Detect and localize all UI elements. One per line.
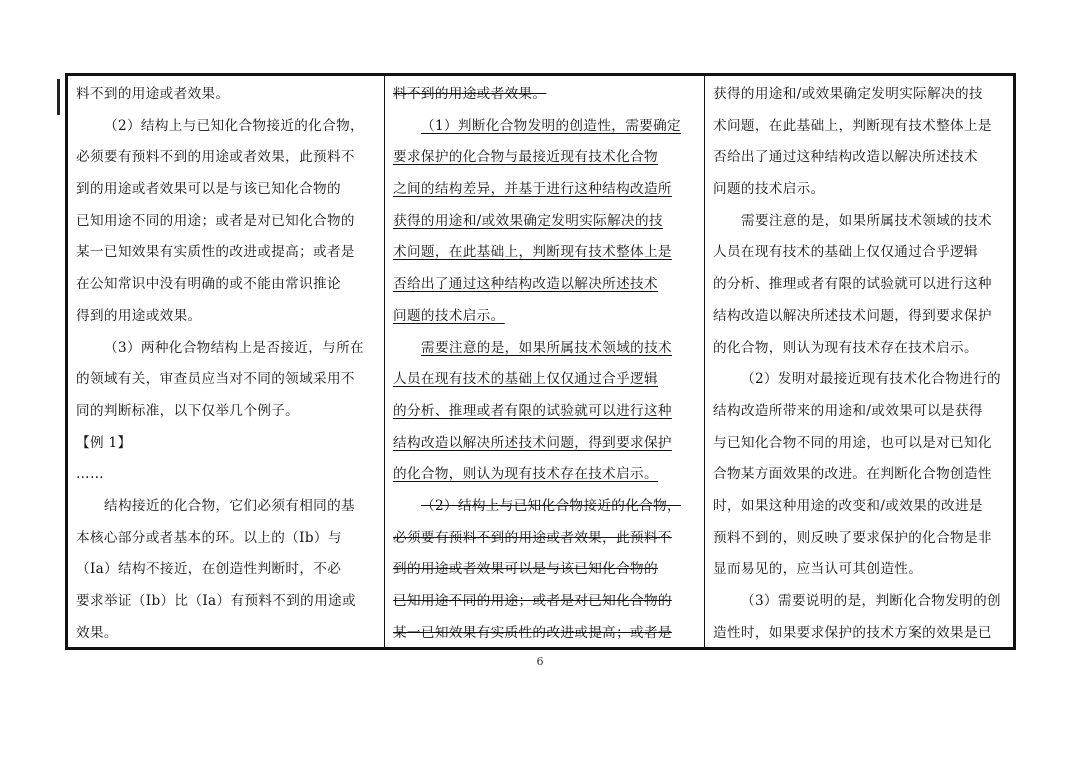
text-line (393, 618, 698, 647)
inserted-text: 的化合物，则认为现有技术存在技术启示。 (393, 466, 658, 483)
text-line (393, 554, 698, 586)
text-line (393, 174, 698, 206)
text-line (76, 396, 378, 428)
text-line (713, 586, 1007, 618)
text-line (76, 269, 378, 301)
deleted-text: 已知用途不同的用途；或者是对已知化合物的 (393, 593, 672, 609)
text-line (393, 364, 698, 396)
text-line (713, 111, 1007, 143)
text-line (713, 491, 1007, 523)
inserted-text: （1）判断化合物发明的创造性，需要确定 (421, 117, 681, 134)
line-text: 获得的用途和/或效果确定发明实际解决的技 (713, 86, 983, 102)
column-revision-markup (384, 76, 704, 647)
inserted-text: 结构改造以解决所述技术问题，得到要求保护 (393, 434, 672, 451)
text-line (76, 79, 378, 111)
line-text: 效果。 (76, 624, 118, 641)
line-text: 预料不到的，则反映了要求保护的化合物是非 (713, 529, 992, 546)
line-text: 问题的技术启示。 (713, 181, 825, 198)
text-line (713, 459, 1007, 491)
line-text: （2）结构上与已知化合物接近的化合物， (104, 117, 364, 134)
text-line (76, 618, 378, 647)
inserted-text: 术问题，在此基础上，判断现有技术整体上是 (393, 244, 672, 261)
column-revised-text (704, 76, 1013, 647)
line-text: 术问题，在此基础上，判断现有技术整体上是 (713, 117, 992, 134)
deleted-text: 到的用途或者效果可以是与该已知化合物的 (393, 561, 658, 578)
text-line (76, 491, 378, 523)
text-line (76, 301, 378, 333)
line-text: 料不到的用途或者效果。 (76, 86, 230, 102)
line-text: …… (76, 466, 104, 483)
text-line (713, 364, 1007, 396)
text-line (713, 174, 1007, 206)
line-text: 同的判断标准，以下仅举几个例子。 (76, 402, 300, 419)
text-line (713, 142, 1007, 174)
line-text: 结构接近的化合物，它们必须有相同的基 (104, 497, 355, 514)
text-line (76, 364, 378, 396)
text-line (393, 142, 698, 174)
line-text: 合物某方面效果的改进。在判断化合物创造性 (713, 466, 992, 483)
line-text: 的化合物，则认为现有技术存在技术启示。 (713, 339, 978, 356)
inserted-text: 问题的技术启示。 (393, 307, 505, 324)
line-text: 必须要有预料不到的用途或者效果，此预料不 (76, 149, 355, 166)
text-line (713, 333, 1007, 365)
text-line (393, 206, 698, 238)
line-text: 与已知化合物不同的用途，也可以是对已知化 (713, 434, 992, 451)
line-text: （2）发明对最接近现有技术化合物进行的 (741, 371, 1001, 388)
column-original-text (68, 76, 384, 647)
text-line (393, 428, 698, 460)
line-text: 时，如果这种用途的改变和/或效果的改进是 (713, 497, 983, 514)
text-line (713, 206, 1007, 238)
text-line (713, 301, 1007, 333)
line-text: （3）需要说明的是，判断化合物发明的创 (741, 593, 1001, 609)
line-text: 的分析、推理或者有限的试验就可以进行这种 (713, 276, 992, 293)
line-text: 得到的用途或效果。 (76, 307, 202, 324)
text-line (713, 237, 1007, 269)
line-text: 的领域有关，审查员应当对不同的领域采用不 (76, 371, 355, 388)
revision-margin-bar (57, 79, 60, 115)
line-text: 需要注意的是，如果所属技术领域的技术 (741, 212, 992, 229)
text-line (76, 459, 378, 491)
text-line (713, 269, 1007, 301)
line-text: 造性时，如果要求保护的技术方案的效果是已 (713, 624, 992, 641)
text-line (393, 491, 698, 523)
text-line (393, 459, 698, 491)
text-line (393, 333, 698, 365)
text-line (393, 396, 698, 428)
inserted-text: 需要注意的是，如果所属技术领域的技术 (421, 339, 672, 356)
text-line (393, 301, 698, 333)
page-number: 6 (536, 655, 544, 668)
deleted-text: （2）结构上与已知化合物接近的化合物， (421, 497, 681, 514)
text-line (76, 586, 378, 618)
text-line (76, 237, 378, 269)
text-line (76, 206, 378, 238)
inserted-text: 人员在现有技术的基础上仅仅通过合乎逻辑 (393, 371, 658, 388)
text-line (393, 237, 698, 269)
line-text: （3）两种化合物结构上是否接近，与所在 (104, 339, 364, 356)
line-text: 某一已知效果有实质性的改进或提高；或者是 (76, 244, 355, 261)
line-text: 显而易见的，应当认可其创造性。 (713, 561, 923, 578)
line-text: 要求举证（Ib）比（Ia）有预料不到的用途或 (76, 593, 356, 609)
text-line (393, 111, 698, 143)
text-line (393, 586, 698, 618)
text-line (713, 554, 1007, 586)
comparison-table (65, 73, 1016, 650)
inserted-text: 之间的结构差异，并基于进行这种结构改造所 (393, 181, 672, 198)
text-line (713, 618, 1007, 647)
text-line (76, 333, 378, 365)
text-line (393, 79, 698, 111)
line-text: 结构改造以解决所述技术问题，得到要求保护 (713, 307, 992, 324)
line-text: 人员在现有技术的基础上仅仅通过合乎逻辑 (713, 244, 978, 261)
line-text: 在公知常识中没有明确的或不能由常识推论 (76, 276, 341, 293)
text-line (76, 142, 378, 174)
inserted-text: 要求保护的化合物与最接近现有技术化合物 (393, 149, 658, 166)
text-line (76, 554, 378, 586)
deleted-text: 料不到的用途或者效果。 (393, 86, 547, 102)
text-line (393, 523, 698, 555)
text-line (76, 174, 378, 206)
text-line (713, 523, 1007, 555)
line-text: 已知用途不同的用途；或者是对已知化合物的 (76, 212, 355, 229)
text-line (393, 269, 698, 301)
line-text: 否给出了通过这种结构改造以解决所述技术 (713, 149, 978, 166)
inserted-text: 获得的用途和/或效果确定发明实际解决的技 (393, 212, 663, 229)
line-text: 【例 1】 (76, 434, 132, 451)
line-text: 本核心部分或者基本的环。以上的（Ⅰb）与 (76, 529, 342, 546)
text-line (713, 79, 1007, 111)
text-line (76, 111, 378, 143)
deleted-text: 必须要有预料不到的用途或者效果，此预料不 (393, 529, 672, 546)
text-line (76, 523, 378, 555)
inserted-text: 否给出了通过这种结构改造以解决所述技术 (393, 276, 658, 293)
line-text: 到的用途或者效果可以是与该已知化合物的 (76, 181, 341, 198)
text-line (713, 396, 1007, 428)
line-text: 结构改造所带来的用途和/或效果可以是获得 (713, 402, 983, 419)
line-text: （Ⅰa）结构不接近，在创造性判断时，不必 (76, 561, 342, 578)
text-line (76, 428, 378, 460)
text-line (713, 428, 1007, 460)
inserted-text: 的分析、推理或者有限的试验就可以进行这种 (393, 402, 672, 419)
deleted-text: 某一已知效果有实质性的改进或提高；或者是 (393, 624, 672, 641)
